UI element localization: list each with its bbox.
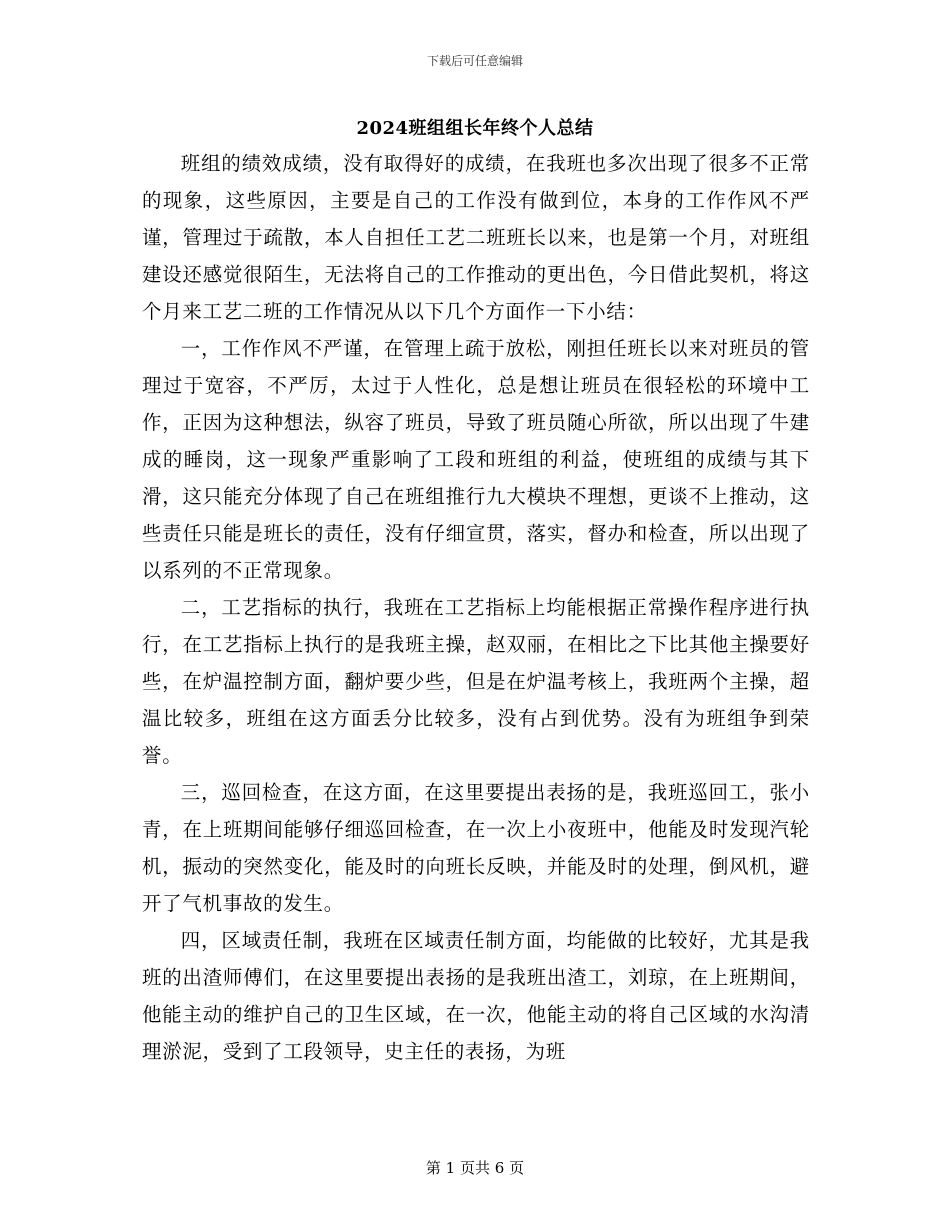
page-number: 第 1 页共 6 页: [425, 1159, 525, 1177]
paragraph-intro: 班组的绩效成绩，没有取得好的成绩，在我班也多次出现了很多不正常的现象，这些原因，主要是自己的工作没有做到位，本身的工作作风不严谨，管理过于疏散，本人自担任工艺二班班长以来，也是第一个月，对班组建设还感觉很陌生，无法将自己的工作推动的更出色，今日借此契机，将这个月来工艺二班的工作情况从以下几个方面作一下小结：: [142, 152, 810, 323]
paragraph-patrol-inspection: 三，巡回检查，在这方面，在这里要提出表扬的是，我班巡回工，张小青，在上班期间能够仔细巡回检查，在一次上小夜班中，他能及时发现汽轮机，振动的突然变化，能及时的向班长反映，并能及时的处理，倒风机，避开了气机事故的发生。: [142, 781, 810, 915]
paragraph-area-responsibility: 四，区域责任制，我班在区域责任制方面，均能做的比较好，尤其是我班的出渣师傅们，在这里要提出表扬的是我班出渣工，刘琼，在上班期间，他能主动的维护自己的卫生区域，在一次，他能主动的将自己区域的水沟清理淤泥，受到了工段领导，史主任的表扬，为班: [142, 929, 810, 1063]
paragraph-work-style: 一，工作作风不严谨，在管理上疏于放松，刚担任班长以来对班员的管理过于宽容，不严厉，太过于人性化，总是想让班员在很轻松的环境中工作，正因为这种想法，纵容了班员，导致了班员随心所欲，所以出现了牛建成的睡岗，这一现象严重影响了工段和班组的利益，使班组的成绩与其下滑，这只能充分体现了自己在班组推行九大模块不理想，更谈不上推动，这些责任只能是班长的责任，没有仔细宣贯，落实，督办和检查，所以出现了以系列的不正常现象。: [142, 337, 810, 582]
document-title: 2024班组组长年终个人总结: [356, 118, 594, 139]
paragraph-process-indicators: 二，工艺指标的执行，我班在工艺指标上均能根据正常操作程序进行执行，在工艺指标上执行的是我班主操，赵双丽，在相比之下比其他主操要好些，在炉温控制方面，翻炉要少些，但是在炉温考核上，我班两个主操，超温比较多，班组在这方面丢分比较多，没有占到优势。没有为班组争到荣誉。: [142, 596, 810, 767]
document-body: [142, 145, 810, 1070]
page-header-note: 下载后可任意编辑: [426, 54, 523, 68]
